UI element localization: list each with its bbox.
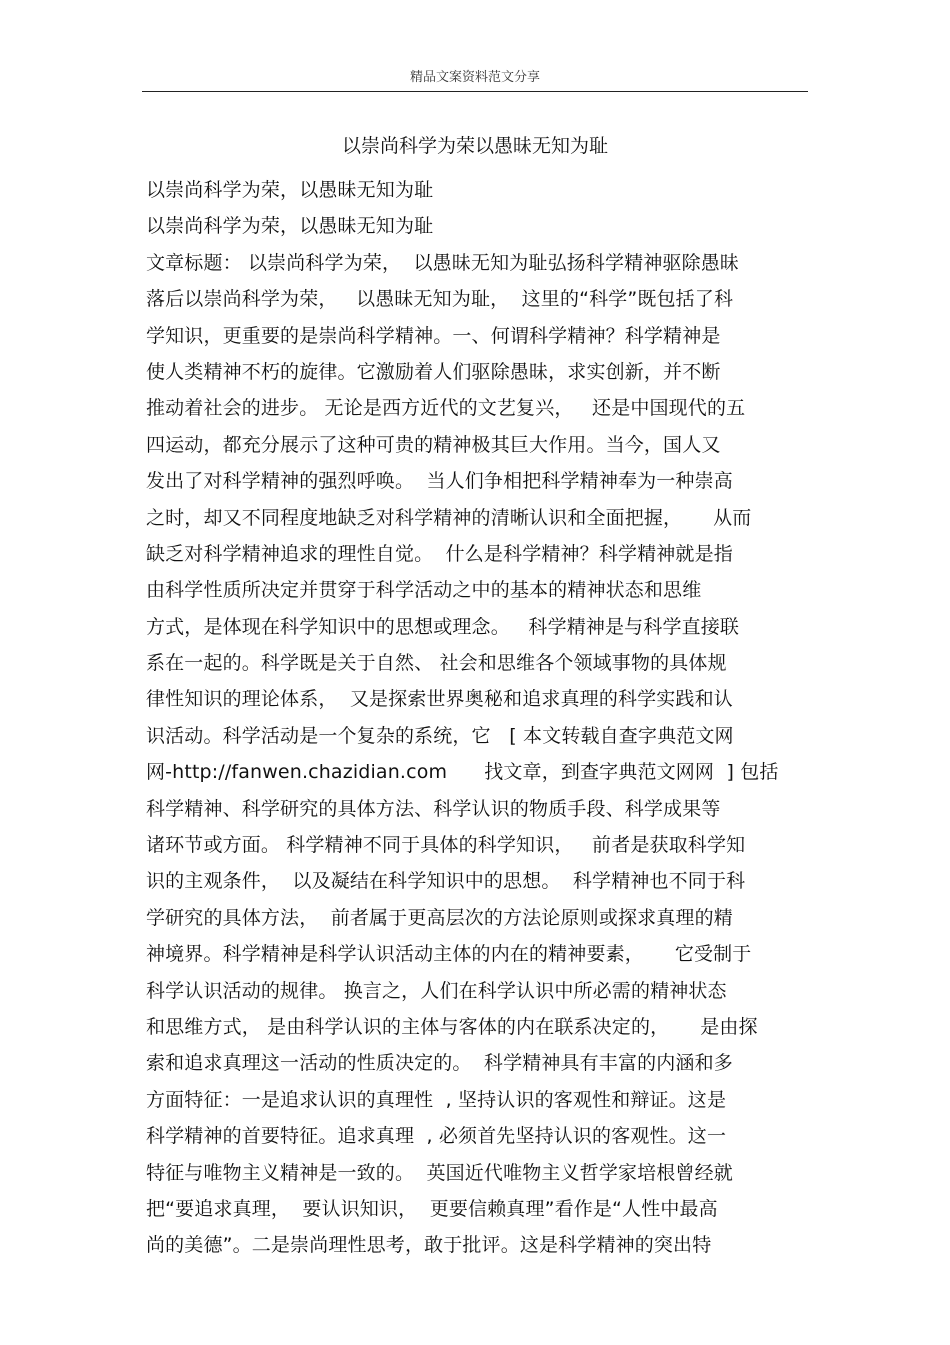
text-line: 和思维方式， 是由科学认识的主体与客体的内在联系决定的， 是由探 [146,1015,758,1038]
text-line: 系在一起的。科学既是关于自然、 社会和思维各个领域事物的具体规 [146,652,727,675]
text-line: 发出了对科学精神的强烈呼唤。 当人们争相把科学精神奉为一种崇高 [146,470,733,493]
text-line: 特征与唯物主义精神是一致的。 英国近代唯物主义哲学家培根曾经就 [146,1161,733,1184]
header-divider [142,91,808,92]
text-line: 科学认识活动的规律。 换言之，人们在科学认识中所必需的精神状态 [146,979,727,1002]
text-line: 科学精神的首要特征。追求真理 , 必须首先坚持认识的客观性。这一 [146,1125,727,1148]
text-line: 神境界。科学精神是科学认识活动主体的内在的精神要素， 它受制于 [146,943,752,966]
text-line: 律性知识的理论体系， 又是探索世界奥秘和追求真理的科学实践和认 [146,688,733,711]
text-line: 识的主观条件， 以及凝结在科学知识中的思想。 科学精神也不同于科 [146,870,746,893]
text-line: 由科学性质所决定并贯穿于科学活动之中的基本的精神状态和思维 [146,579,702,602]
text-line: 文章标题： 以崇尚科学为荣， 以愚昧无知为耻弘扬科学精神驱除愚昧 [146,251,740,274]
text-line: 以崇尚科学为荣，以愚昧无知为耻 [146,179,434,201]
document-title: 以崇尚科学为荣以愚昧无知为耻 [341,135,608,157]
text-line: 诸环节或方面。 科学精神不同于具体的科学知识， 前者是获取科学知 [146,834,746,857]
text-line: 网-http://fanwen.chazidian.com 找文章，到查字典范文网网 ] 包括 [146,761,779,784]
text-line: 识活动。科学活动是一个复杂的系统，它 [ 本文转载自查字典范文网 [146,724,734,747]
text-line: 缺乏对科学精神追求的理性自觉。 什么是科学精神？科学精神就是指 [146,542,733,565]
text-line: 使人类精神不朽的旋律。它激励着人们驱除愚昧，求实创新，并不断 [146,360,721,383]
text-line: 索和追求真理这一活动的性质决定的。 科学精神具有丰富的内涵和多 [146,1052,733,1075]
text-line: 把“要追求真理， 要认识知识， 更要信赖真理”看作是“人性中最高 [146,1197,718,1220]
text-line: 之时，却又不同程度地缺乏对科学精神的清晰认识和全面把握， 从而 [146,506,752,529]
document-body [146,172,826,1264]
text-line: 科学精神、科学研究的具体方法、科学认识的物质手段、科学成果等 [146,797,721,820]
text-line: 尚的美德”。二是崇尚理性思考，敢于批评。这是科学精神的突出特 [146,1234,712,1257]
page-header: 精品文案资料范文分享 [409,70,540,85]
text-line: 以崇尚科学为荣，以愚昧无知为耻 [146,215,434,238]
text-line: 学知识，更重要的是崇尚科学精神。一、何谓科学精神？科学精神是 [146,324,721,347]
text-line: 推动着社会的进步。 无论是西方近代的文艺复兴， 还是中国现代的五 [146,397,746,420]
text-line: 方面特征：一是追求认识的真理性 , 坚持认识的客观性和辩证。这是 [146,1088,727,1111]
text-line: 四运动，都充分展示了这种可贵的精神极其巨大作用。当今，国人又 [146,433,721,456]
text-line: 方式，是体现在科学知识中的思想或理念。 科学精神是与科学直接联 [146,615,740,638]
text-line: 落后以崇尚科学为荣， 以愚昧无知为耻， 这里的“科学”既包括了科 [146,288,734,311]
text-line: 学研究的具体方法， 前者属于更高层次的方法论原则或探求真理的精 [146,906,733,929]
